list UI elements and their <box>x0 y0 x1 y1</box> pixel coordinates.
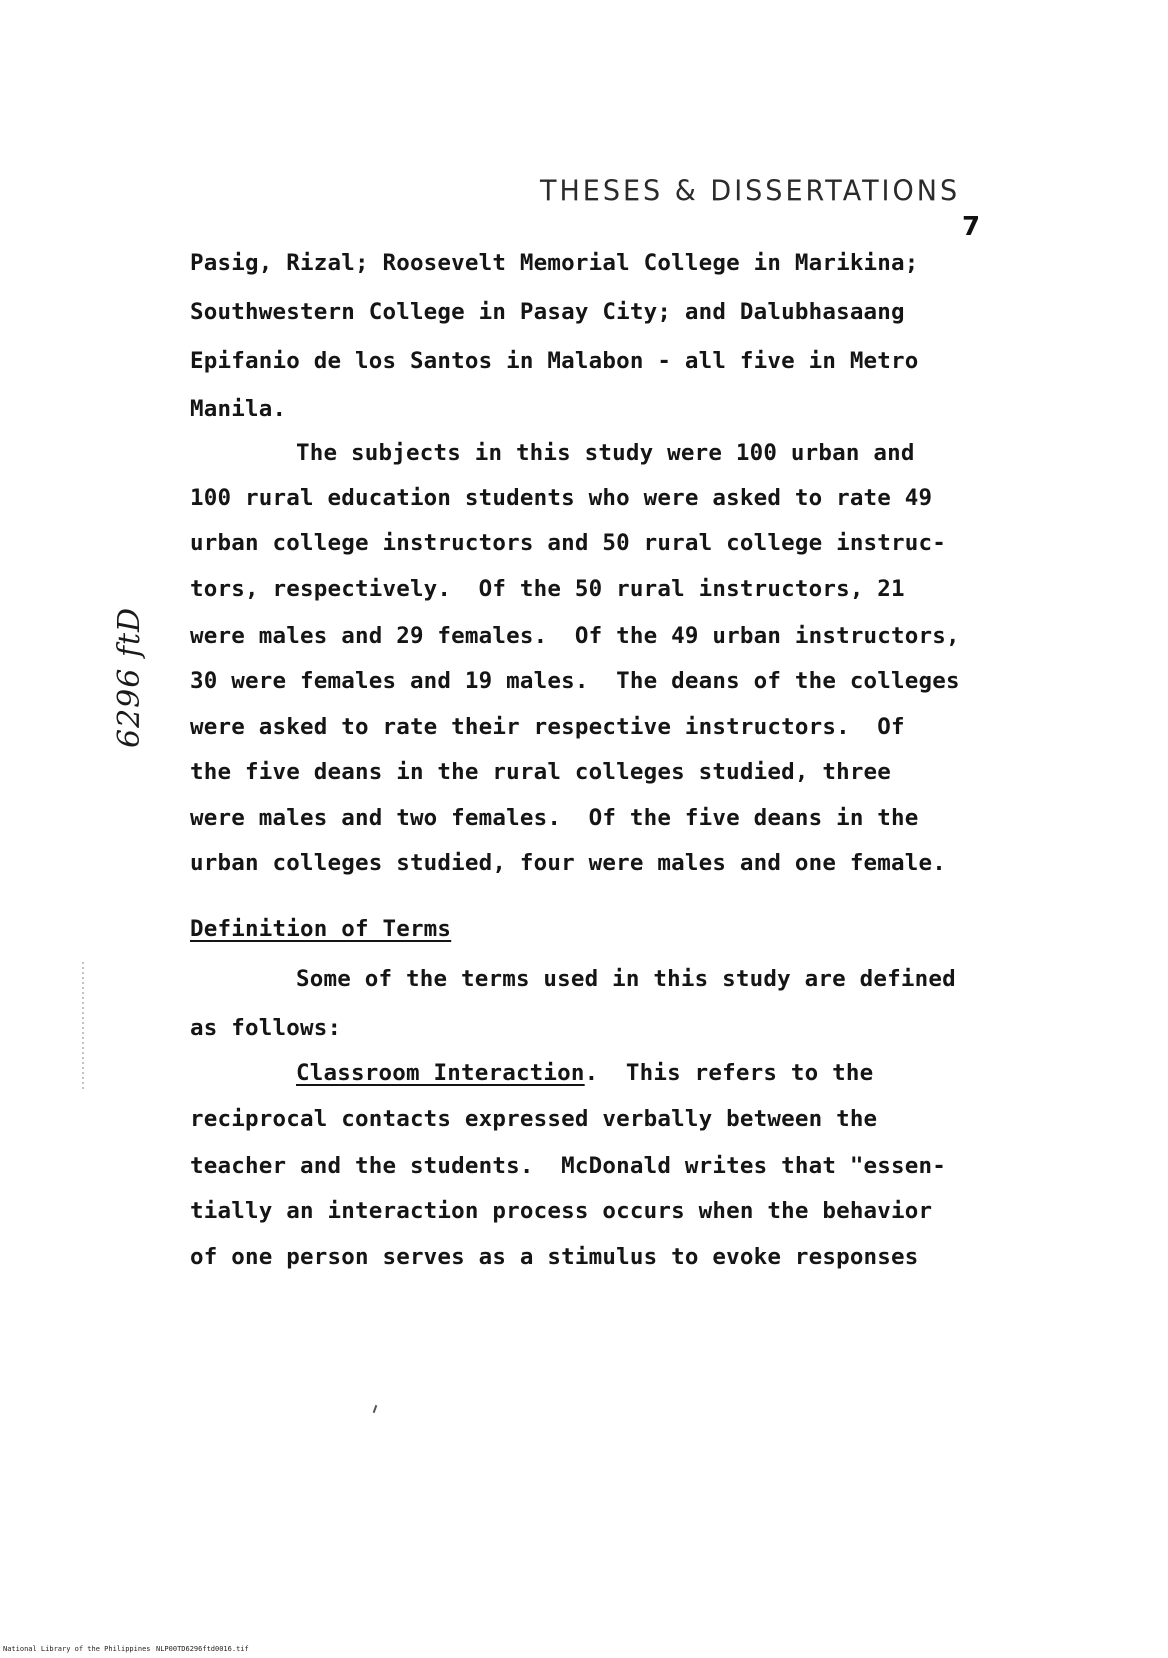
term-definition-start: . This refers to the <box>584 1060 874 1086</box>
text-line: tially an interaction process occurs when the behavior <box>190 1198 933 1224</box>
text-line: urban colleges studied, four were males and one female. <box>190 850 947 876</box>
stray-scan-mark <box>373 1405 378 1413</box>
footer-library: National Library of the Philippines <box>3 1645 151 1653</box>
term-label: Classroom Interaction <box>296 1060 585 1086</box>
page-number: 7 <box>962 212 981 242</box>
text-line: Some of the terms used in this study are defined <box>296 966 956 992</box>
text-line: Pasig, Rizal; Roosevelt Memorial College in Marikina; <box>190 250 919 276</box>
text-line: the five deans in the rural colleges studied, three <box>190 759 892 785</box>
text-line: reciprocal contacts expressed verbally between the <box>190 1106 878 1132</box>
text-line: were males and two females. Of the five deans in the <box>190 805 919 831</box>
theses-stamp: THESES & DISSERTATIONS <box>540 175 961 208</box>
text-line: 100 rural education students who were asked to rate 49 <box>190 485 933 511</box>
handwritten-margin-note: 6296 ftD <box>112 606 147 748</box>
term-definition-line <box>296 1062 873 1085</box>
text-line: teacher and the students. McDonald writes that "essen- <box>190 1153 947 1179</box>
text-line: of one person serves as a stimulus to evoke responses <box>190 1244 919 1270</box>
text-line: were asked to rate their respective instructors. Of <box>190 714 905 740</box>
text-line: Epifanio de los Santos in Malabon - all five in Metro <box>190 348 919 374</box>
text-line: 30 were females and 19 males. The deans of the colleges <box>190 668 960 694</box>
footer-filename: NLP00TD6296ftd0016.tif <box>156 1645 249 1653</box>
text-line: urban college instructors and 50 rural college instruc- <box>190 530 947 556</box>
section-heading: Definition of Terms <box>190 916 452 942</box>
text-line: Southwestern College in Pasay City; and Dalubhasaang <box>190 299 905 325</box>
text-line: Manila. <box>190 396 287 422</box>
margin-scan-mark <box>82 962 84 1092</box>
text-line: as follows: <box>190 1015 342 1041</box>
text-line: tors, respectively. Of the 50 rural instructors, 21 <box>190 576 905 602</box>
text-line: were males and 29 females. Of the 49 urban instructors, <box>190 623 960 649</box>
text-line: The subjects in this study were 100 urban and <box>296 440 915 466</box>
